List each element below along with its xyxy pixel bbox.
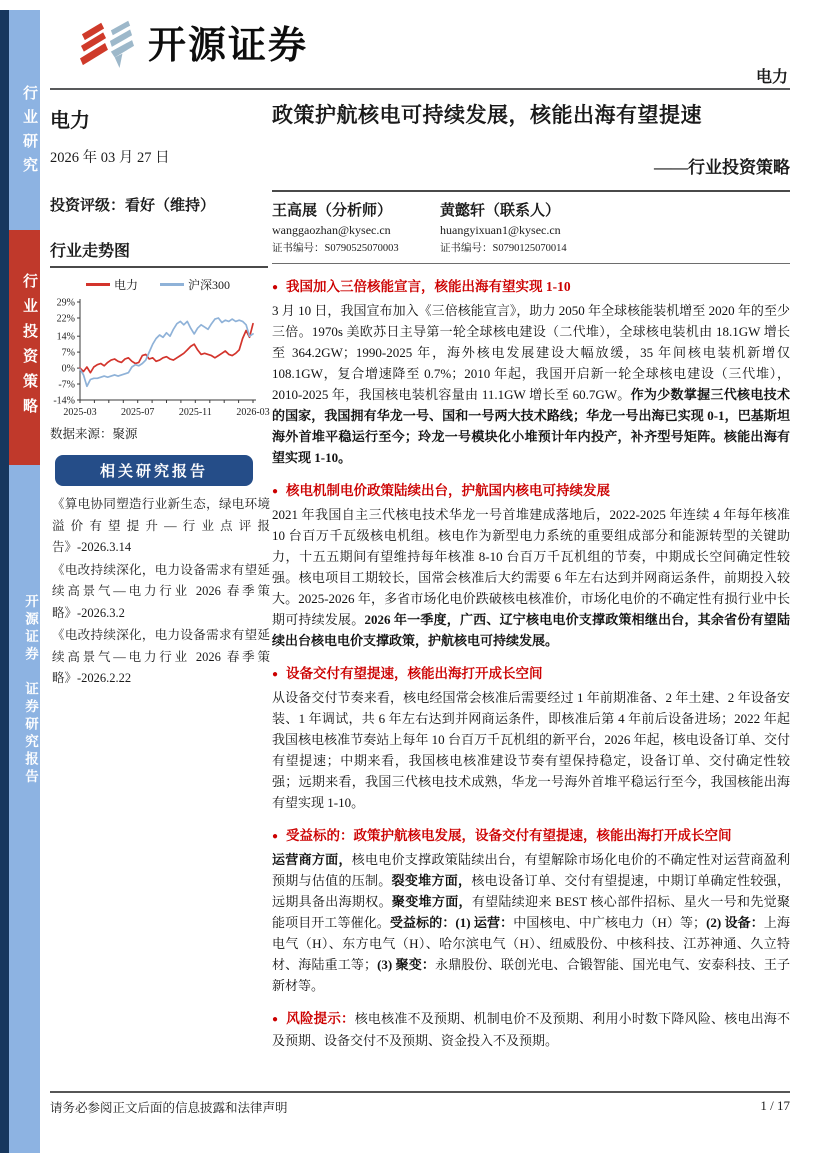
section-paragraph bbox=[272, 687, 790, 813]
sidebar-label-research-report: 开源证券 证券研究报告 bbox=[23, 594, 38, 787]
analyst-name: 黄懿轩（联系人） bbox=[440, 203, 561, 220]
page-number: 1 / 17 bbox=[760, 1098, 790, 1113]
legend-line-swatch bbox=[86, 283, 110, 286]
body-text: 核电电价支撑政策陆续出台，有望解除市场化电价的不确定性对运营商盈利预期与估值的压制。 bbox=[272, 852, 790, 889]
emphasis-text: (2) 设备： bbox=[706, 915, 764, 931]
analyst-cert: 证书编号：S0790125070014 bbox=[440, 243, 567, 255]
bullet-icon: ● bbox=[272, 669, 279, 681]
section-heading bbox=[272, 825, 790, 847]
section-heading bbox=[272, 276, 790, 298]
analyst-card bbox=[272, 199, 440, 255]
report-title: 政策护航核电可持续发展，核能出海有望提速 bbox=[272, 103, 702, 127]
analyst-name: 王高展（分析师） bbox=[272, 203, 393, 220]
svg-text:7%: 7% bbox=[61, 347, 75, 359]
sidebar-dark-strip bbox=[0, 10, 9, 1153]
analyst-cert: 证书编号：S0790525070003 bbox=[272, 243, 399, 255]
sidebar-label-industry-strategy: 行业投资策略 bbox=[21, 272, 37, 423]
footer-disclaimer: 请务必参阅正文后面的信息披露和法律声明 bbox=[50, 1101, 288, 1115]
analysts-row bbox=[272, 192, 790, 264]
chart-legend bbox=[46, 276, 270, 293]
company-logo bbox=[76, 14, 308, 69]
footer-divider bbox=[50, 1091, 790, 1093]
investment-rating: 投资评级：看好（维持） bbox=[50, 198, 216, 214]
brand-wings-icon bbox=[76, 15, 138, 69]
svg-text:2025-11: 2025-11 bbox=[178, 407, 212, 418]
emphasis-text: (3) 聚变： bbox=[377, 957, 436, 973]
related-report-list bbox=[52, 494, 270, 691]
analyst-email: huangyixuan1@kysec.cn bbox=[440, 223, 561, 238]
trend-chart-svg bbox=[46, 295, 270, 427]
report-section bbox=[272, 663, 790, 813]
report-section bbox=[272, 1008, 790, 1051]
analyst-card bbox=[440, 199, 567, 255]
industry-name: 电力 bbox=[50, 110, 90, 132]
body-text: 中国核电、中广核电力（H）等； bbox=[513, 915, 707, 931]
emphasis-text: 受益标的：(1) 运营： bbox=[389, 915, 514, 931]
emphasis-text: 运营商方面， bbox=[272, 852, 352, 868]
section-heading bbox=[272, 480, 790, 502]
section-heading-text: 设备交付有望提速，核能出海打开成长空间 bbox=[286, 666, 543, 682]
bullet-icon: ● bbox=[272, 282, 279, 294]
legend-item bbox=[160, 276, 230, 293]
svg-text:14%: 14% bbox=[56, 331, 75, 343]
svg-text:2025-03: 2025-03 bbox=[63, 407, 97, 418]
svg-text:0%: 0% bbox=[61, 363, 75, 375]
analyst-email: wanggaozhan@kysec.cn bbox=[272, 223, 391, 238]
report-section bbox=[272, 825, 790, 996]
industry-trend-chart bbox=[46, 276, 270, 427]
report-date: 2026 年 03 月 27 日 bbox=[50, 150, 170, 166]
trend-chart-divider bbox=[50, 266, 268, 268]
section-heading-text: 核电机制电价政策陆续出台，护航国内核电可持续发展 bbox=[286, 483, 611, 499]
bullet-icon: ● bbox=[272, 1014, 279, 1026]
section-heading-text: 受益标的：政策护航核电发展，设备交付有望提速，核能出海打开成长空间 bbox=[286, 828, 732, 844]
section-paragraph bbox=[272, 849, 790, 996]
sidebar-label-industry-research: 行业研究 bbox=[21, 85, 37, 181]
svg-text:2025-07: 2025-07 bbox=[121, 407, 155, 418]
header-industry-tag: 电力 bbox=[755, 69, 788, 86]
body-text: 有望陆续迎来 BEST 核心部件招标、星火一号和先觉聚能项目开工等催化。 bbox=[272, 894, 790, 931]
related-report-item: 《电改持续深化，电力设备需求有望延续高景气—电力行业 2026 春季策略》-2026.2.22 bbox=[52, 628, 270, 685]
related-report-item: 《算电协同塑造行业新生态，绿电环境溢价有望提升—行业点评报告》-2026.3.14 bbox=[52, 497, 270, 554]
trend-chart-heading: 行业走势图 bbox=[50, 243, 131, 260]
chart-data-source: 数据来源：聚源 bbox=[50, 427, 138, 441]
svg-text:29%: 29% bbox=[56, 297, 75, 309]
emphasis-text: 裂变堆方面， bbox=[391, 873, 472, 889]
header-divider bbox=[50, 88, 790, 90]
section-heading-text: 风险提示： bbox=[286, 1011, 355, 1027]
svg-text:-7%: -7% bbox=[58, 379, 75, 391]
report-section bbox=[272, 276, 790, 468]
svg-text:22%: 22% bbox=[56, 313, 75, 325]
svg-text:2026-03: 2026-03 bbox=[236, 407, 270, 418]
section-paragraph bbox=[272, 300, 790, 468]
report-section bbox=[272, 480, 790, 651]
section-heading bbox=[272, 663, 790, 685]
legend-label: 沪深300 bbox=[188, 278, 231, 292]
body-text: 核电设备订单、交付有望提速，中期订单确定性较强，远期具备出海期权。 bbox=[272, 873, 790, 910]
related-report-item: 《电改持续深化，电力设备需求有望延续高景气—电力行业 2026 春季策略》-2026.3.2 bbox=[52, 562, 270, 620]
related-reports-heading: 相关研究报告 bbox=[55, 455, 253, 486]
emphasis-text: 2026 年一季度，广西、辽宁核电电价支撑政策相继出台，其余省份有望陆续出台核电电价支撑政策，护航核电可持续发展。 bbox=[272, 612, 790, 649]
report-subtitle: ——行业投资策略 bbox=[654, 158, 790, 178]
svg-text:-14%: -14% bbox=[53, 395, 75, 407]
company-logo-text: 开源证券 bbox=[148, 25, 309, 67]
body-text: 上海电气（H）、东方电气（H）、哈尔滨电气（H）、纽威股份、中核科技、江苏神通、久立特材、海陆重工等； bbox=[272, 915, 790, 973]
section-heading bbox=[272, 1008, 790, 1051]
report-sections bbox=[272, 276, 790, 1051]
body-text: 永鼎股份、联创光电、合锻智能、国光电气、安泰科技、王子新材等。 bbox=[272, 957, 790, 994]
emphasis-text: 作为少数掌握三代核电技术的国家，我国拥有华龙一号、国和一号两大技术路线；华龙一号出海已实现 0-1，巴基斯坦海外首堆平稳运行至今；玲龙一号模块化小堆预计年内投产，补齐型号矩阵。核能出海有望实现 1-10。 bbox=[272, 387, 790, 466]
body-text: 核电核准不及预期、机制电价不及预期、利用小时数下降风险、核电出海不及预期、设备交付不及预期、资金投入不及预期。 bbox=[272, 1011, 790, 1049]
body-text: 从设备交付节奏来看，核电经国常会核准后需要经过 1 年前期准备、2 年土建、2 年设备安装、1 年调试，共 6 年左右达到并网商运条件，即核准后第 4 年前后设备进场；2022 年起我国核电核准节奏站上每年 10 台百万千瓦机组的新平台，2026 年起，核电设备订单、交付有望提速；中期来看，我国核电核准建设节奏有望保持稳定，设备订单、交付确定性较强；远期来看，我国三代核电技术成熟，华龙一号海外首堆平稳运行至今，我国核能出海有望实现 1-10。 bbox=[272, 690, 790, 811]
emphasis-text: 聚变堆方面， bbox=[391, 894, 472, 910]
body-text: 3 月 10 日，我国宣布加入《三倍核能宣言》，助力 2050 年全球核能装机增至 2020 年的至少三倍。1970s 美欧苏日主导第一轮全球核电建设（二代堆），全球核电装机由 18.1GW 增长至 364.2GW；1990-2025 年，海外核电发展建设大幅放缓，35 年间核电装机新增仅 108.1GW，复合增速降至 0.7%；2010 年起，我国开启新一轮全球核电建设（三代堆），2010-2025 年，我国核电装机容量由 11.1GW 增长至 60.7GW。 bbox=[272, 303, 790, 403]
legend-label: 电力 bbox=[113, 278, 138, 292]
legend-item bbox=[86, 276, 138, 293]
legend-line-swatch bbox=[160, 283, 184, 286]
report-main-column bbox=[272, 96, 790, 1051]
body-text: 2021 年我国自主三代核电技术华龙一号首堆建成落地后，2022-2025 年连续 4 年每年核准 10 台百万千瓦级核电机组。核电作为新型电力系统的重要组成部分和能源转型的关键助力，十五五期间有望维持每年核准 8-10 台百万千瓦机组的节奏，中期成长空间确定性较强。核电项目工期较长，国常会核准后大约需要 6 年左右达到并网商运条件，前期投入较大。2025-2026 年，多省市场化电价跌破核电核准价，市场化电价的不确定性有损行业中长期可持续发展。 bbox=[272, 507, 790, 628]
section-heading-text: 我国加入三倍核能宣言，核能出海有望实现 1-10 bbox=[286, 279, 571, 295]
bullet-icon: ● bbox=[272, 486, 279, 498]
section-paragraph bbox=[272, 504, 790, 651]
bullet-icon: ● bbox=[272, 831, 279, 843]
